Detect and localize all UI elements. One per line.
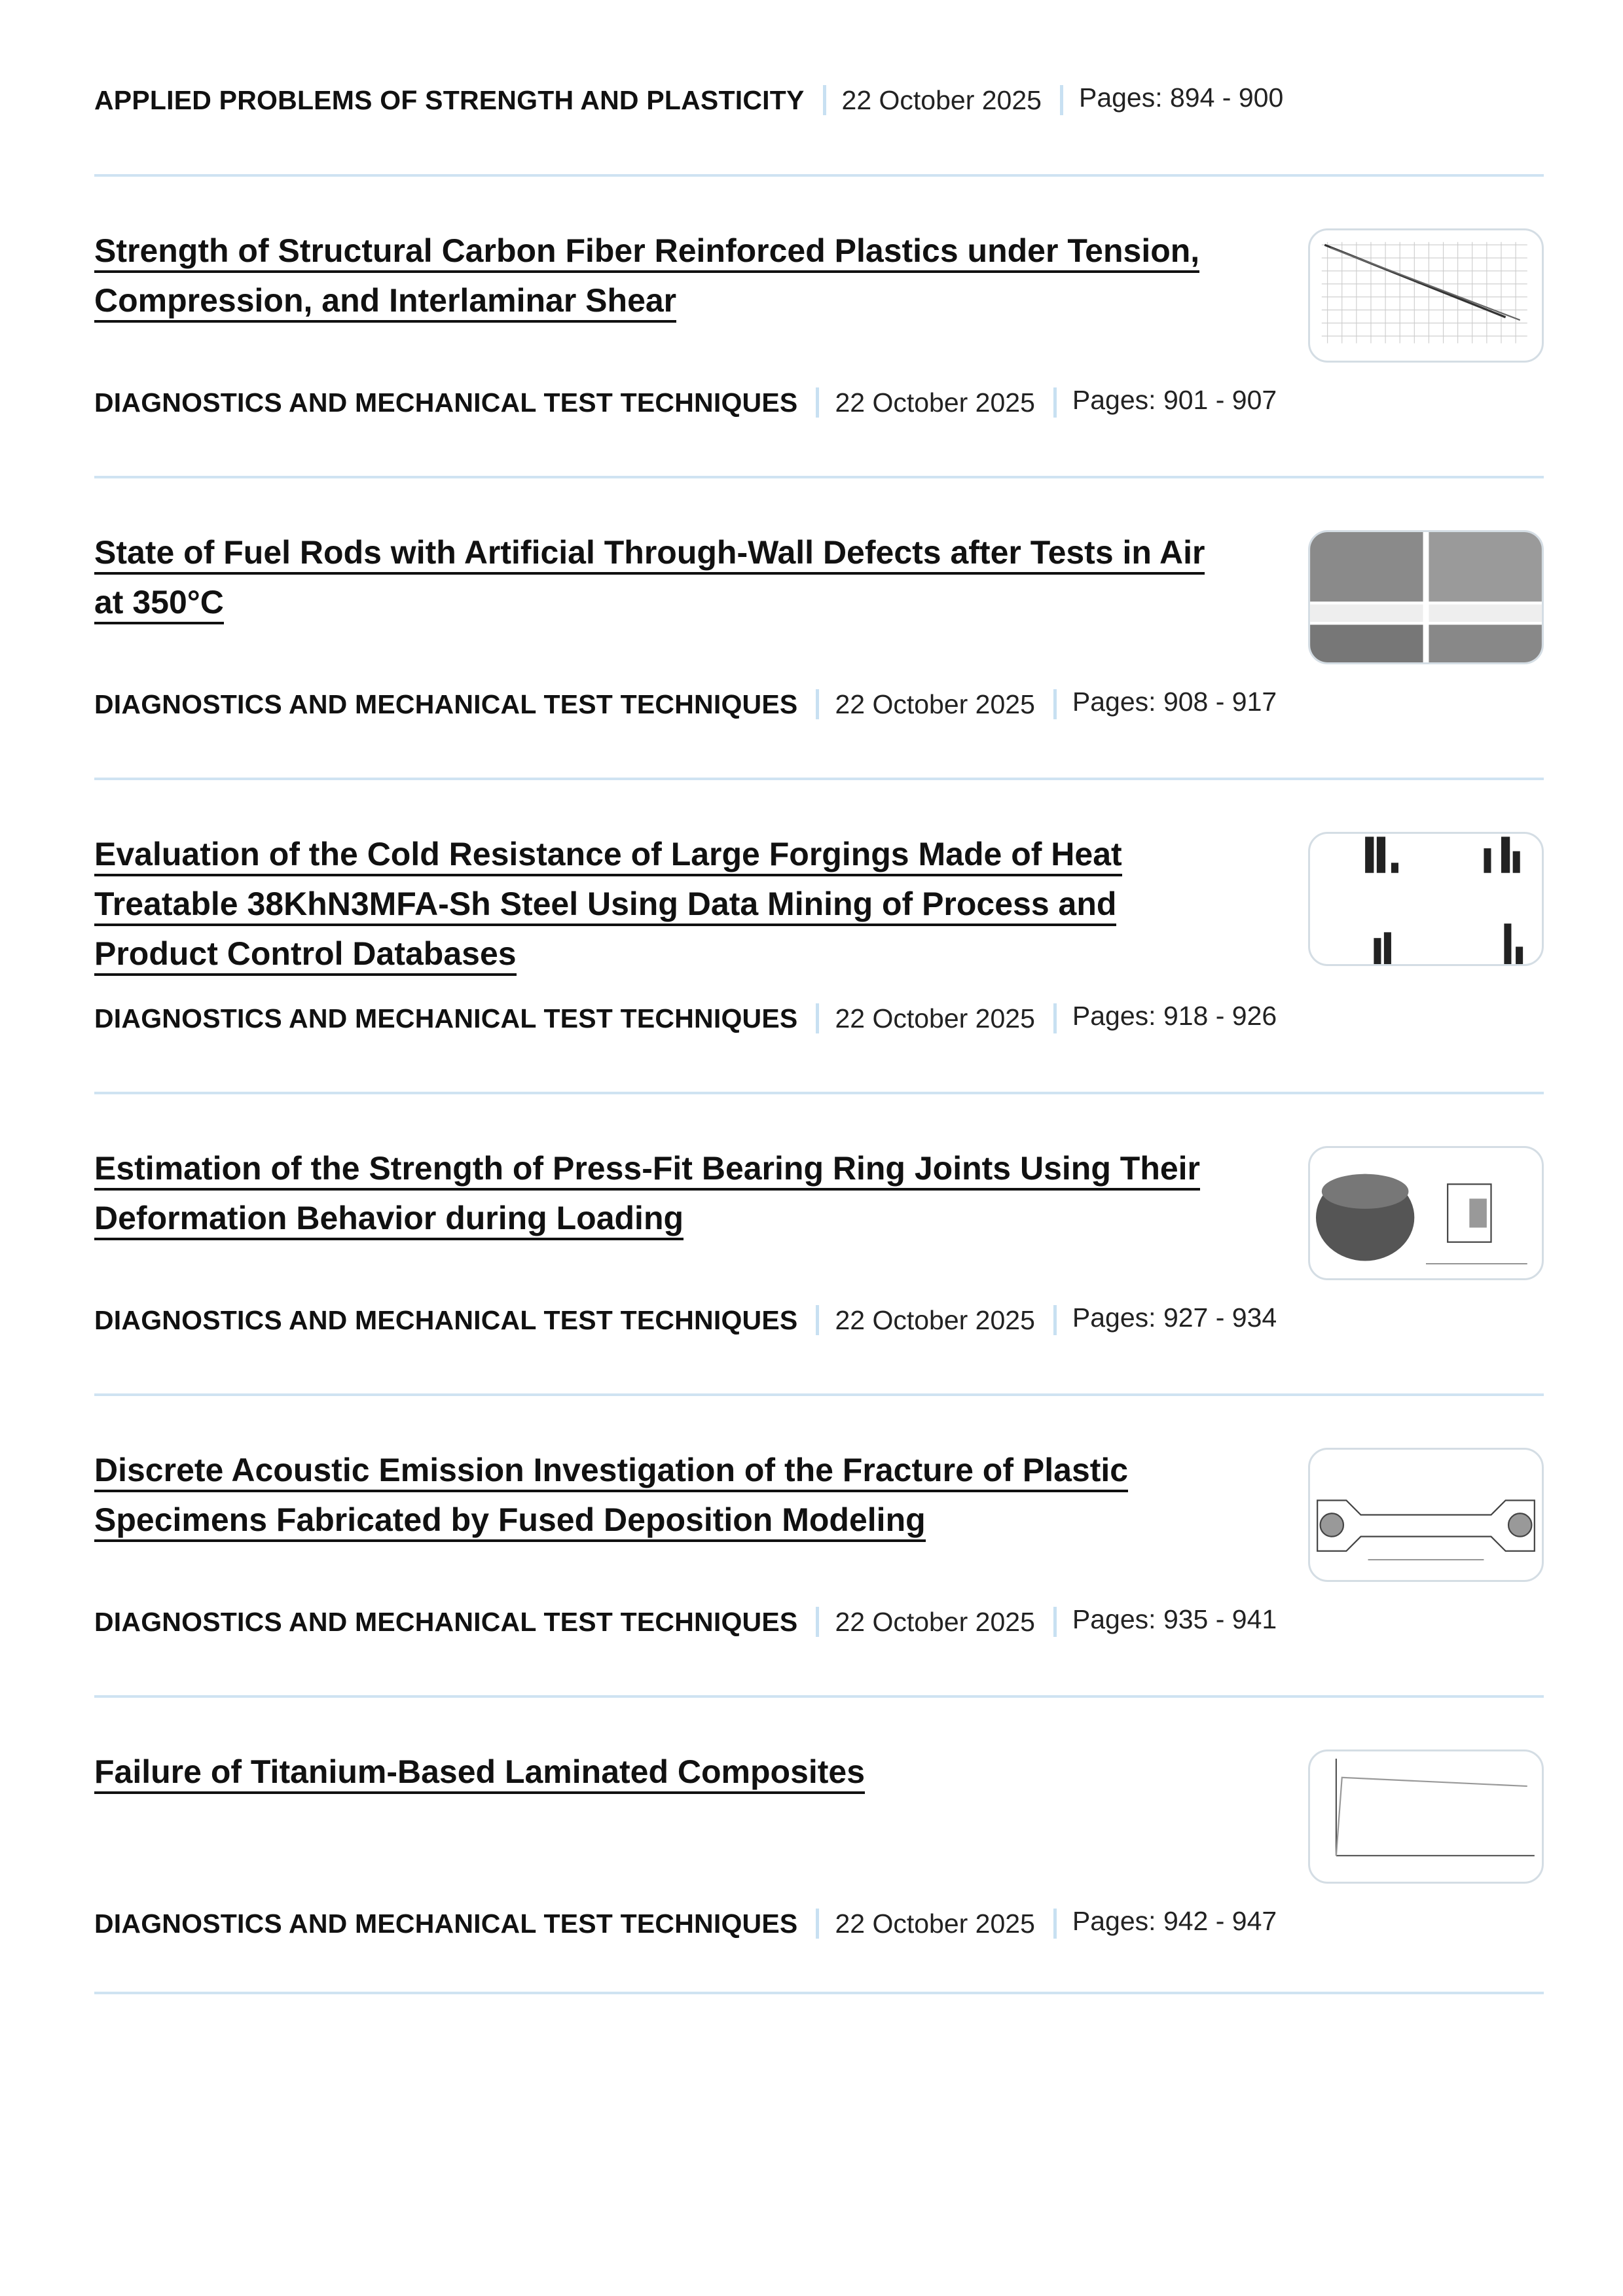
separator <box>1053 1607 1057 1637</box>
article-item <box>94 1698 1544 1997</box>
separator <box>816 387 819 418</box>
article-meta <box>94 1300 1544 1340</box>
article-title-link[interactable]: Evaluation of the Cold Resistance of Large Forgings Made of Heat Treatable 38KhN3MFA-Sh Steel Using Data Mining of Process and Product Control Databases <box>94 836 1122 976</box>
divider <box>94 1992 1544 1994</box>
pages: Pages: 908 - 917 <box>1072 686 1277 717</box>
article-title <box>94 226 1220 325</box>
article-item <box>94 478 1544 778</box>
separator <box>816 1003 819 1033</box>
separator <box>1053 1909 1057 1939</box>
pages: Pages: 935 - 941 <box>1072 1604 1277 1634</box>
article-item <box>94 1396 1544 1695</box>
article-meta <box>94 383 1544 422</box>
article-title <box>94 528 1220 627</box>
separator <box>1053 1305 1057 1335</box>
pages: Pages: 918 - 926 <box>1072 1000 1277 1031</box>
article-list <box>94 81 1544 1997</box>
separator <box>1053 689 1057 719</box>
section-label: DIAGNOSTICS AND MECHANICAL TEST TECHNIQUES <box>94 689 798 719</box>
date: 22 October 2025 <box>835 1908 1035 1939</box>
date: 22 October 2025 <box>835 689 1035 719</box>
article-meta <box>94 1904 1544 1943</box>
section-label: DIAGNOSTICS AND MECHANICAL TEST TECHNIQUES <box>94 387 798 418</box>
separator <box>1060 85 1063 115</box>
date: 22 October 2025 <box>835 1003 1035 1033</box>
thumbnail-stress-strain-plot[interactable] <box>1308 1749 1544 1884</box>
date: 22 October 2025 <box>835 1606 1035 1637</box>
article-title-link[interactable]: Estimation of the Strength of Press-Fit Bearing Ring Joints Using Their Deformation Behavior during Loading <box>94 1150 1200 1240</box>
article-meta <box>94 1602 1544 1641</box>
section-label: DIAGNOSTICS AND MECHANICAL TEST TECHNIQUES <box>94 1304 798 1335</box>
article-item <box>94 177 1544 476</box>
article-title-link[interactable]: Failure of Titanium-Based Laminated Composites <box>94 1753 865 1794</box>
date: 22 October 2025 <box>841 84 1042 115</box>
pages: Pages: 894 - 900 <box>1078 82 1284 113</box>
separator <box>816 689 819 719</box>
pages: Pages: 901 - 907 <box>1072 384 1277 415</box>
separator <box>816 1909 819 1939</box>
separator <box>816 1305 819 1335</box>
date: 22 October 2025 <box>835 1304 1035 1335</box>
article-title-link[interactable]: Discrete Acoustic Emission Investigation of the Fracture of Plastic Specimens Fabricated by Fused Deposition Modeling <box>94 1452 1128 1542</box>
article-meta <box>94 999 1544 1038</box>
article-item <box>94 1094 1544 1393</box>
thumbnail-line-plot[interactable] <box>1308 228 1544 363</box>
separator <box>816 1607 819 1637</box>
article-title-link[interactable]: State of Fuel Rods with Artificial Through-Wall Defects after Tests in Air at 350°C <box>94 534 1205 624</box>
pages: Pages: 942 - 947 <box>1072 1905 1277 1936</box>
article-title <box>94 1747 1220 1797</box>
thumbnail-specimen-drawing[interactable] <box>1308 1448 1544 1582</box>
thumbnail-bar-charts[interactable] <box>1308 832 1544 966</box>
thumbnail-photo-panels[interactable] <box>1308 530 1544 664</box>
section-label: DIAGNOSTICS AND MECHANICAL TEST TECHNIQUES <box>94 1908 798 1939</box>
article-title-link[interactable]: Strength of Structural Carbon Fiber Reinforced Plastics under Tension, Compression, and Interlaminar Shear <box>94 232 1199 323</box>
article-title <box>94 1143 1220 1243</box>
separator <box>1053 1003 1057 1033</box>
separator <box>1053 387 1057 418</box>
article-item <box>94 780 1544 1092</box>
article-title <box>94 1445 1220 1545</box>
pages: Pages: 927 - 934 <box>1072 1302 1277 1333</box>
article-title <box>94 829 1220 978</box>
article-meta <box>94 685 1544 724</box>
thumbnail-bearing-drawing[interactable] <box>1308 1146 1544 1280</box>
separator <box>823 85 826 115</box>
section-label: DIAGNOSTICS AND MECHANICAL TEST TECHNIQUES <box>94 1003 798 1033</box>
section-label: DIAGNOSTICS AND MECHANICAL TEST TECHNIQUES <box>94 1606 798 1637</box>
section-label: APPLIED PROBLEMS OF STRENGTH AND PLASTICITY <box>94 84 805 115</box>
article-meta <box>94 81 1544 120</box>
date: 22 October 2025 <box>835 387 1035 418</box>
